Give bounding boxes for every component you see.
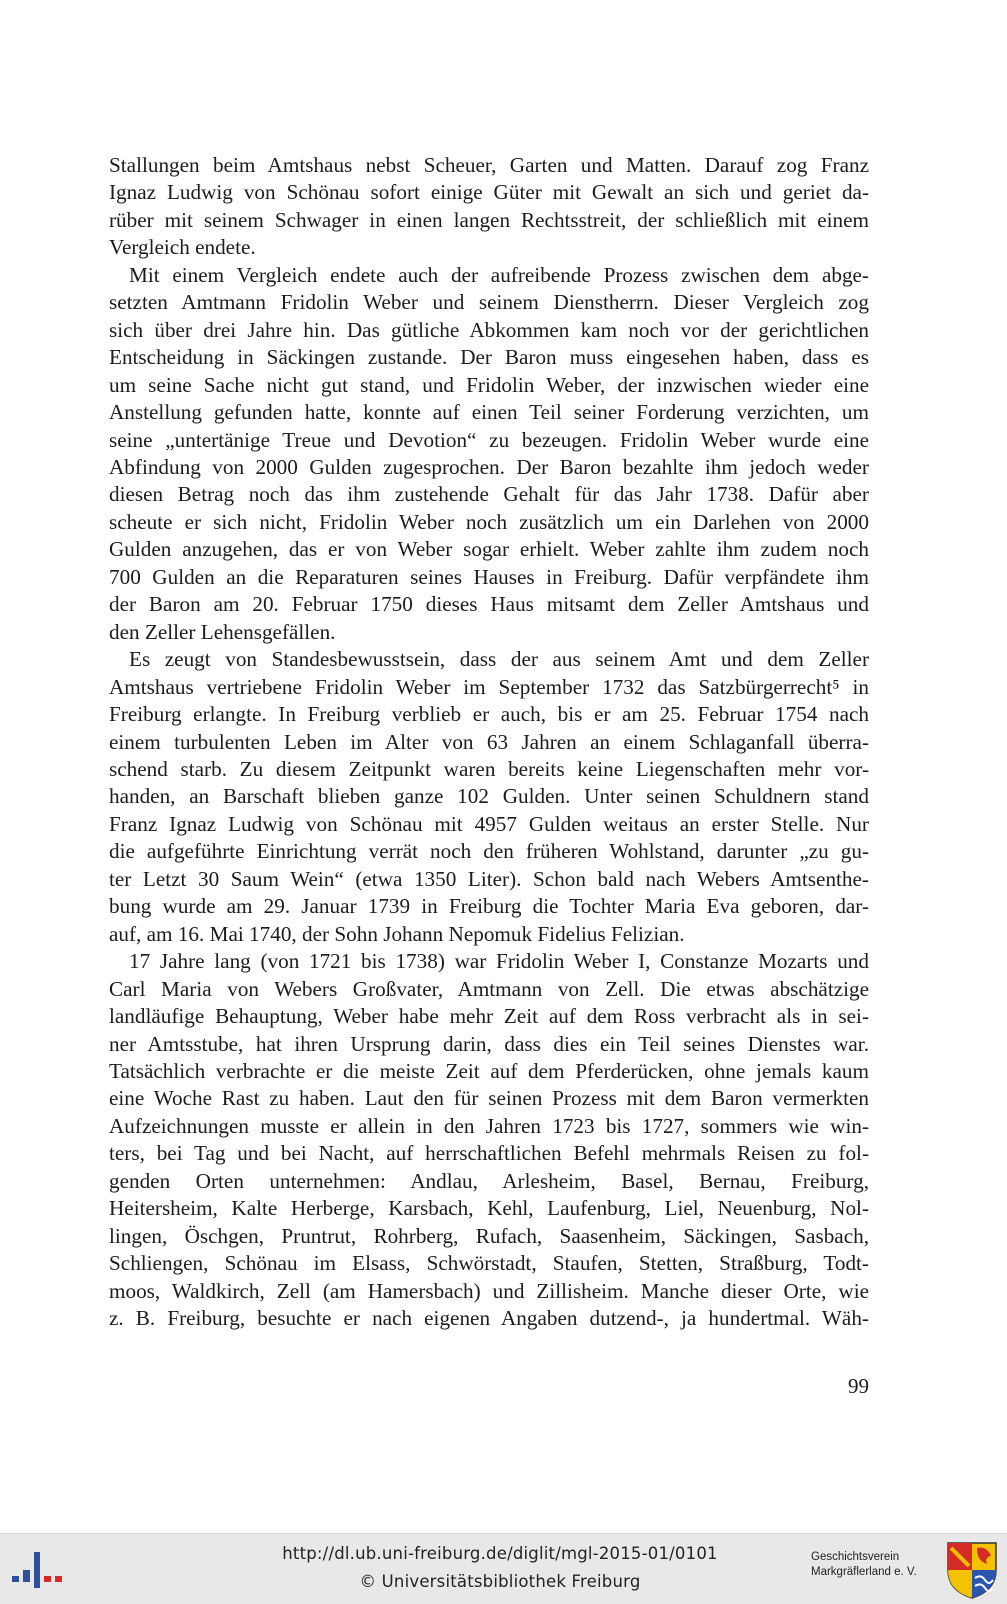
text-line: Ignaz Ludwig von Schönau sofort einige Güter mit Gewalt an sich und geriet da- [109, 180, 869, 205]
text-line: um seine Sache nicht gut stand, und Fridolin Weber, der inzwischen wieder eine [109, 372, 869, 397]
text-line: Anstellung gefunden hatte, konnte auf einen Teil seiner Forderung verzichten, um [109, 400, 869, 425]
text-line: diesen Betrag noch das ihm zustehende Gehalt für das Jahr 1738. Dafür aber [109, 482, 869, 507]
text-line: Franz Ignaz Ludwig von Schönau mit 4957 Gulden weitaus an erster Stelle. Nur [109, 811, 869, 836]
text-line: bung wurde am 29. Januar 1739 in Freiburg die Tochter Maria Eva geboren, dar- [109, 894, 869, 919]
text-line: 700 Gulden an die Reparaturen seines Hauses in Freiburg. Dafür verpfändete ihm [109, 564, 869, 589]
text-line: sich über drei Jahre hin. Das gütliche Abkommen kam noch vor der gerichtlichen [109, 317, 869, 342]
text-line: Freiburg erlangte. In Freiburg verblieb er auch, bis er am 25. Februar 1754 nach [109, 702, 869, 727]
text-line: die aufgeführte Einrichtung verrät noch den früheren Wohlstand, darunter „zu gu- [109, 839, 869, 864]
paragraph [109, 152, 869, 262]
society-name-line1: Geschichtsverein [811, 1551, 900, 1563]
text-line: Schliengen, Schönau im Elsass, Schwörstadt, Staufen, Stetten, Straßburg, Todt- [109, 1251, 869, 1276]
coat-of-arms-icon [945, 1540, 999, 1600]
text-line: auf, am 16. Mai 1740, der Sohn Johann Nepomuk Fidelius Felizian. [109, 921, 685, 946]
copyright-notice: © Universitätsbibliothek Freiburg [359, 1572, 641, 1591]
source-url[interactable]: http://dl.ub.uni-freiburg.de/diglit/mgl-2015-01/0101 [282, 1544, 718, 1563]
text-line: Stallungen beim Amtshaus nebst Scheuer, Garten und Matten. Darauf zog Franz [109, 153, 869, 177]
text-line: ter Letzt 30 Saum Wein“ (etwa 1350 Liter). Schon bald nach Webers Amtsenthe- [109, 866, 869, 891]
text-line: Vergleich endete. [109, 235, 256, 260]
society-name [811, 1550, 939, 1580]
text-line: lingen, Öschgen, Pruntrut, Rohrberg, Rufach, Saasenheim, Säckingen, Sasbach, [109, 1223, 869, 1248]
text-line: den Zeller Lehensgefällen. [109, 619, 336, 644]
text-line: moos, Waldkirch, Zell (am Hamersbach) und Zillisheim. Manche dieser Orte, wie [109, 1278, 869, 1303]
text-line: Amtshaus vertriebene Fridolin Weber im September 1732 das Satzbürgerrecht⁵ in [109, 674, 869, 699]
footer-bar [0, 1533, 1007, 1604]
text-line: z. B. Freiburg, besuchte er nach eigenen Angaben dutzend-, ja hundertmal. Wäh- [109, 1306, 869, 1331]
text-line: Es zeugt von Standesbewusstsein, dass der aus seinem Amt und dem Zeller [129, 647, 869, 672]
text-line: einem turbulenten Leben im Alter von 63 Jahren an einem Schlaganfall überra- [109, 729, 869, 754]
paragraph [109, 646, 869, 948]
text-line: Gulden anzugehen, das er von Weber sogar erhielt. Weber zahlte ihm zudem noch [109, 537, 869, 562]
text-line: ters, bei Tag und bei Nacht, auf herrschaftlichen Befehl mehrmals Reisen zu fol- [109, 1141, 869, 1166]
society-name-line2: Markgräflerland e. V. [811, 1566, 917, 1578]
text-line: handen, an Barschaft blieben ganze 102 Gulden. Unter seinen Schuldnern stand [109, 784, 869, 809]
body-text [109, 152, 869, 1332]
page-number: 99 [848, 1374, 869, 1398]
text-line: der Baron am 20. Februar 1750 dieses Haus mitsamt dem Zeller Amtshaus und [109, 592, 869, 617]
text-line: setzten Amtmann Fridolin Weber und seinem Dienstherrn. Dieser Vergleich zog [109, 290, 869, 315]
text-line: 17 Jahre lang (von 1721 bis 1738) war Fridolin Weber I, Constanze Mozarts und [129, 949, 869, 974]
text-line: genden Orten unternehmen: Andlau, Arlesheim, Basel, Bernau, Freiburg, [109, 1168, 869, 1193]
text-line: scheute er sich nicht, Fridolin Weber noch zusätzlich um ein Darlehen von 2000 [109, 509, 869, 534]
text-line: Carl Maria von Webers Großvater, Amtmann von Zell. Die etwas abschätzige [109, 976, 869, 1001]
paragraph [109, 948, 869, 1332]
ub-freiburg-logo-icon [10, 1548, 64, 1592]
text-line: ner Amtsstube, hat ihren Ursprung darin, dass dies ein Teil seines Dienstes war. [109, 1031, 869, 1056]
text-line: schend starb. Zu diesem Zeitpunkt waren bereits keine Liegenschaften mehr vor- [109, 756, 869, 781]
text-line: Aufzeichnungen musste er allein in den Jahren 1723 bis 1727, sommers wie win- [109, 1113, 869, 1138]
text-line: rüber mit seinem Schwager in einen langen Rechtsstreit, der schließlich mit einem [109, 207, 869, 232]
text-line: eine Woche Rast zu haben. Laut den für seinen Prozess mit dem Baron vermerkten [109, 1086, 869, 1111]
text-line: Tatsächlich verbrachte er die meiste Zeit auf dem Pferderücken, ohne jemals kaum [109, 1058, 869, 1083]
paragraph [109, 262, 869, 646]
text-line: landläufige Behauptung, Weber habe mehr Zeit auf dem Ross verbracht als in sei- [109, 1004, 869, 1029]
text-line: Entscheidung in Säckingen zustande. Der Baron muss eingesehen haben, dass es [109, 345, 869, 370]
text-line: Abfindung von 2000 Gulden zugesprochen. Der Baron bezahlte ihm jedoch weder [109, 454, 869, 479]
text-line: seine „untertänige Treue und Devotion“ zu bezeugen. Fridolin Weber wurde eine [109, 427, 869, 452]
text-line: Mit einem Vergleich endete auch der aufreibende Prozess zwischen dem abge- [129, 262, 869, 287]
text-line: Heitersheim, Kalte Herberge, Karsbach, Kehl, Laufenburg, Liel, Neuenburg, Nol- [109, 1196, 869, 1221]
